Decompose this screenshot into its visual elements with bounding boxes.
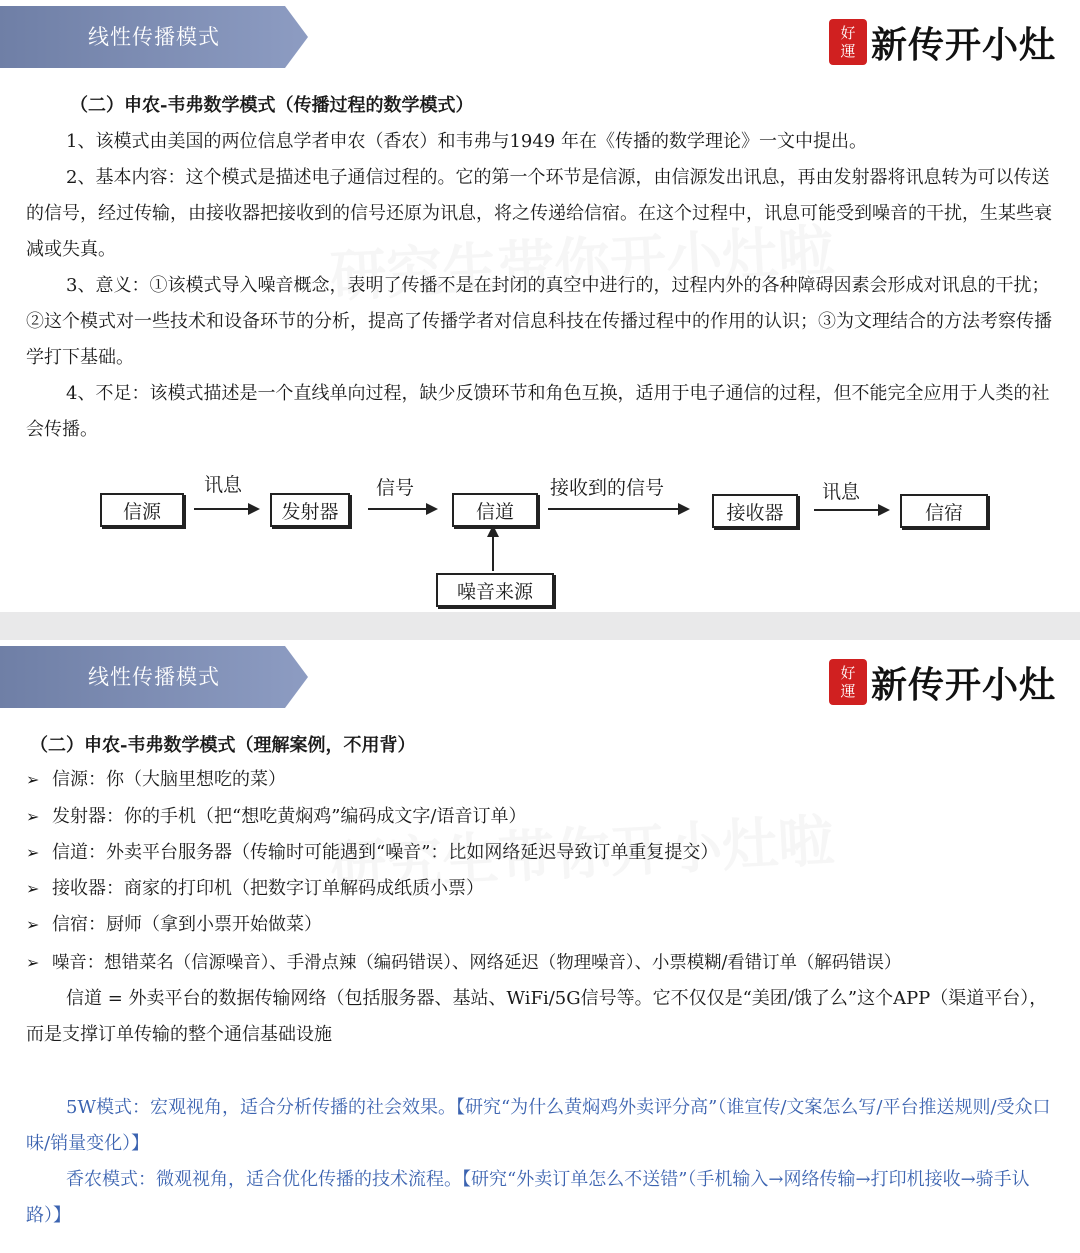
section-heading: （二）申农-韦弗数学模式（理解案例，不用背） [30, 735, 416, 756]
arrow-bullet-icon: ➢ [26, 843, 40, 862]
slide-2 [0, 640, 1080, 1253]
box-source: 信源 [100, 493, 184, 527]
seal-icon: 好 運 [829, 19, 867, 65]
list-item: ➢ 噪音：想错菜名（信源噪音）、手滑点辣（编码错误）、网络延迟（物理噪音）、小票模糊/看错订单（解码错误） [26, 945, 901, 981]
paragraph-limitation: 4、不足：该模式描述是一个直线单向过程，缺少反馈环节和角色互换，适用于电子通信的过程，但不能完全应用于人类的社会传播。 [26, 383, 1050, 440]
brand-name: 新传开小灶 [870, 24, 1056, 66]
paragraph-content: 2、基本内容：这个模式是描述电子通信过程的。它的第一个环节是信源，由信源发出讯息，再由发射器将讯息转为可以传送的信号，经过传输，由接收器把接收到的信号还原为讯息，将之传递给信宿。在这个过程中，讯息可能受到噪音的干扰，生某些衰减或失真。 [26, 167, 1052, 260]
seal-icon: 好 運 [829, 659, 867, 705]
paragraph-origin: 1、该模式由美国的两位信息学者申农（香农）和韦弗与1949 年在《传播的数学理论》一文中提出。 [66, 131, 867, 152]
list-item: ➢ 信源：你（大脑里想吃的菜） [26, 762, 286, 798]
brand-logo [829, 654, 1056, 710]
list-item: ➢ 信道：外卖平台服务器（传输时可能遇到“噪音”：比如网络延迟导致订单重复提交） [26, 835, 718, 871]
arrow-bullet-icon: ➢ [26, 953, 40, 972]
arrow-noise-channel [492, 527, 494, 571]
label-received-signal: 接收到的信号 [550, 477, 665, 499]
arrow-bullet-icon: ➢ [26, 770, 40, 789]
note-5w-model: 5W模式：宏观视角，适合分析传播的社会效果。【研究“为什么黄焖鸡外卖评分高”（谁宣传/文案怎么写/平台推送规则/受众口味/销量变化）】 [26, 1097, 1051, 1154]
arrow-bullet-icon: ➢ [26, 807, 40, 826]
section-banner [0, 646, 308, 708]
box-noise-source: 噪音来源 [436, 573, 554, 607]
arrow-bullet-icon: ➢ [26, 915, 40, 934]
paragraph-significance: 3、意义：①该模式导入噪音概念，表明了传播不是在封闭的真空中进行的，过程内外的各种障碍因素会形成对讯息的干扰；②这个模式对一些技术和设备环节的分析，提高了传播学者对信息科技在传播过程中的作用的认识；③为文理结合的方法考察传播学打下基础。 [26, 275, 1052, 368]
note-shannon-model: 香农模式：微观视角，适合优化传播的技术流程。【研究“外卖订单怎么不送错”（手机输入→网络传输→打印机接收→骑手认路）】 [26, 1169, 1030, 1226]
list-item: ➢ 发射器：你的手机（把“想吃黄焖鸡”编码成文字/语音订单） [26, 799, 526, 835]
label-signal: 信号 [376, 477, 415, 499]
label-message-1: 讯息 [204, 474, 243, 496]
arrow-bullet-icon: ➢ [26, 879, 40, 898]
banner-title: 线性传播模式 [88, 25, 220, 49]
brand-logo [829, 14, 1056, 70]
box-receiver: 接收器 [712, 494, 798, 528]
arrow-channel-receiver [548, 508, 688, 510]
arrow-source-transmitter [194, 508, 258, 510]
channel-note: 信道 = 外卖平台的数据传输网络（包括服务器、基站、WiFi/5G信号等。它不仅仅是“美团/饿了么”这个APP（渠道平台），而是支撑订单传输的整个通信基础设施 [26, 988, 1048, 1045]
section-heading: （二）申农-韦弗数学模式（传播过程的数学模式） [70, 95, 474, 116]
box-transmitter: 发射器 [270, 493, 350, 527]
section-banner [0, 6, 308, 68]
brand-name: 新传开小灶 [870, 664, 1056, 706]
list-item: ➢ 信宿：厨师（拿到小票开始做菜） [26, 907, 322, 943]
arrow-receiver-destination [814, 509, 888, 511]
box-destination: 信宿 [900, 494, 988, 528]
label-message-2: 讯息 [822, 481, 861, 503]
box-channel: 信道 [452, 493, 538, 527]
arrow-transmitter-channel [368, 508, 436, 510]
banner-title: 线性传播模式 [88, 665, 220, 689]
list-item: ➢ 接收器：商家的打印机（把数字订单解码成纸质小票） [26, 871, 484, 907]
slide-1 [0, 0, 1080, 612]
